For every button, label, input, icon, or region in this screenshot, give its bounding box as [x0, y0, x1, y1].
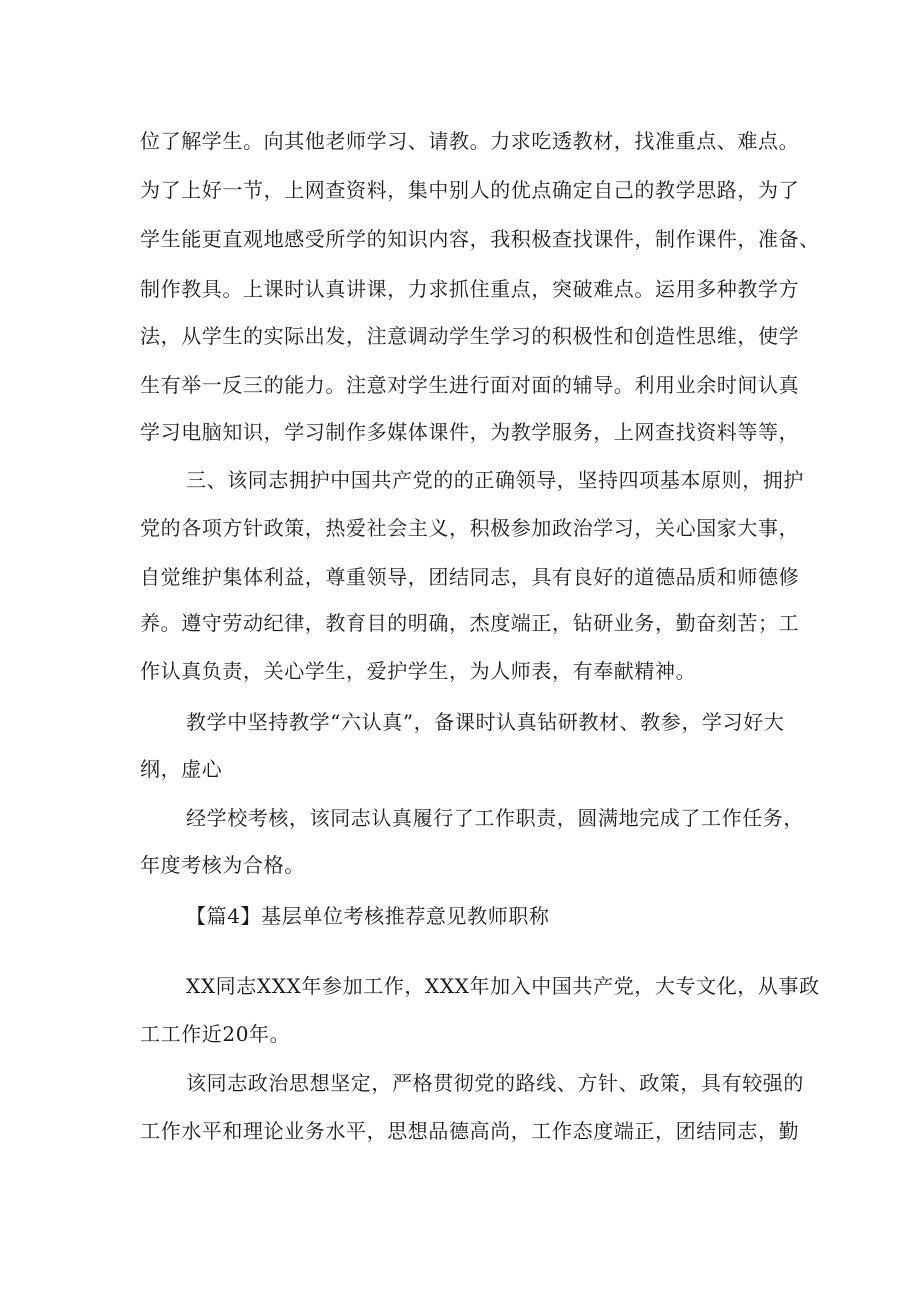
text-line: 三、该同志拥护中国共产党的的正确领导，坚持四项基本原则，拥护 — [186, 468, 804, 492]
text-line: 该同志政治思想坚定，严格贯彻党的路线、方针、政策，具有较强的 — [186, 1071, 804, 1095]
text-line: 年度考核为合格。 — [140, 853, 305, 877]
text-line: 经学校考核，该同志认真履行了工作职责，圆满地完成了工作任务， — [186, 806, 804, 830]
text-line: 为了上好一节，上网查资料，集中别人的优点确定自己的教学思路，为了 — [140, 178, 800, 202]
text-line: 自觉维护集体利益，尊重领导，团结同志，具有良好的道德品质和师德修 — [140, 565, 800, 589]
text-line: 学生能更直观地感受所学的知识内容，我积极查找课件，制作课件，准备、 — [140, 227, 820, 251]
text-line: XX同志XXX年参加工作，XXX年加入中国共产党，大专文化，从事政 — [186, 974, 820, 998]
text-line: 制作教具。上课时认真讲课，力求抓住重点，突破难点。运用多种教学方 — [140, 277, 800, 301]
text-line: 学习电脑知识，学习制作多媒体课件，为教学服务，上网查找资料等等， — [140, 420, 800, 444]
text-line: 法，从学生的实际出发，注意调动学生学习的积极性和创造性思维，使学 — [140, 324, 800, 348]
text-line: 位了解学生。向其他老师学习、请教。力求吃透教材，找准重点、难点。 — [140, 129, 800, 153]
text-line: 教学中坚持教学“六认真”，备课时认真钻研教材、教参，学习好大 — [186, 710, 785, 734]
text-line: 生有举一反三的能力。注意对学生进行面对面的辅导。利用业余时间认真 — [140, 373, 800, 397]
text-line: 工作水平和理论业务水平，思想品德高尚，工作态度端正，团结同志，勤 — [140, 1119, 800, 1143]
text-line: 党的各项方针政策，热爱社会主义，积极参加政治学习，关心国家大事， — [140, 516, 800, 540]
text-line: 纲，虚心 — [140, 757, 223, 781]
text-line: 养。遵守劳动纪律，教育目的明确，杰度端正，钻研业务，勤奋刻苦；工 — [140, 611, 800, 635]
text-line: 作认真负责，关心学生，爱护学生，为人师表，有奉献精神。 — [140, 659, 697, 683]
section-heading: 【篇4】基层单位考核推荐意见教师职称 — [186, 904, 550, 928]
text-line: 工工作近20年。 — [140, 1022, 291, 1046]
